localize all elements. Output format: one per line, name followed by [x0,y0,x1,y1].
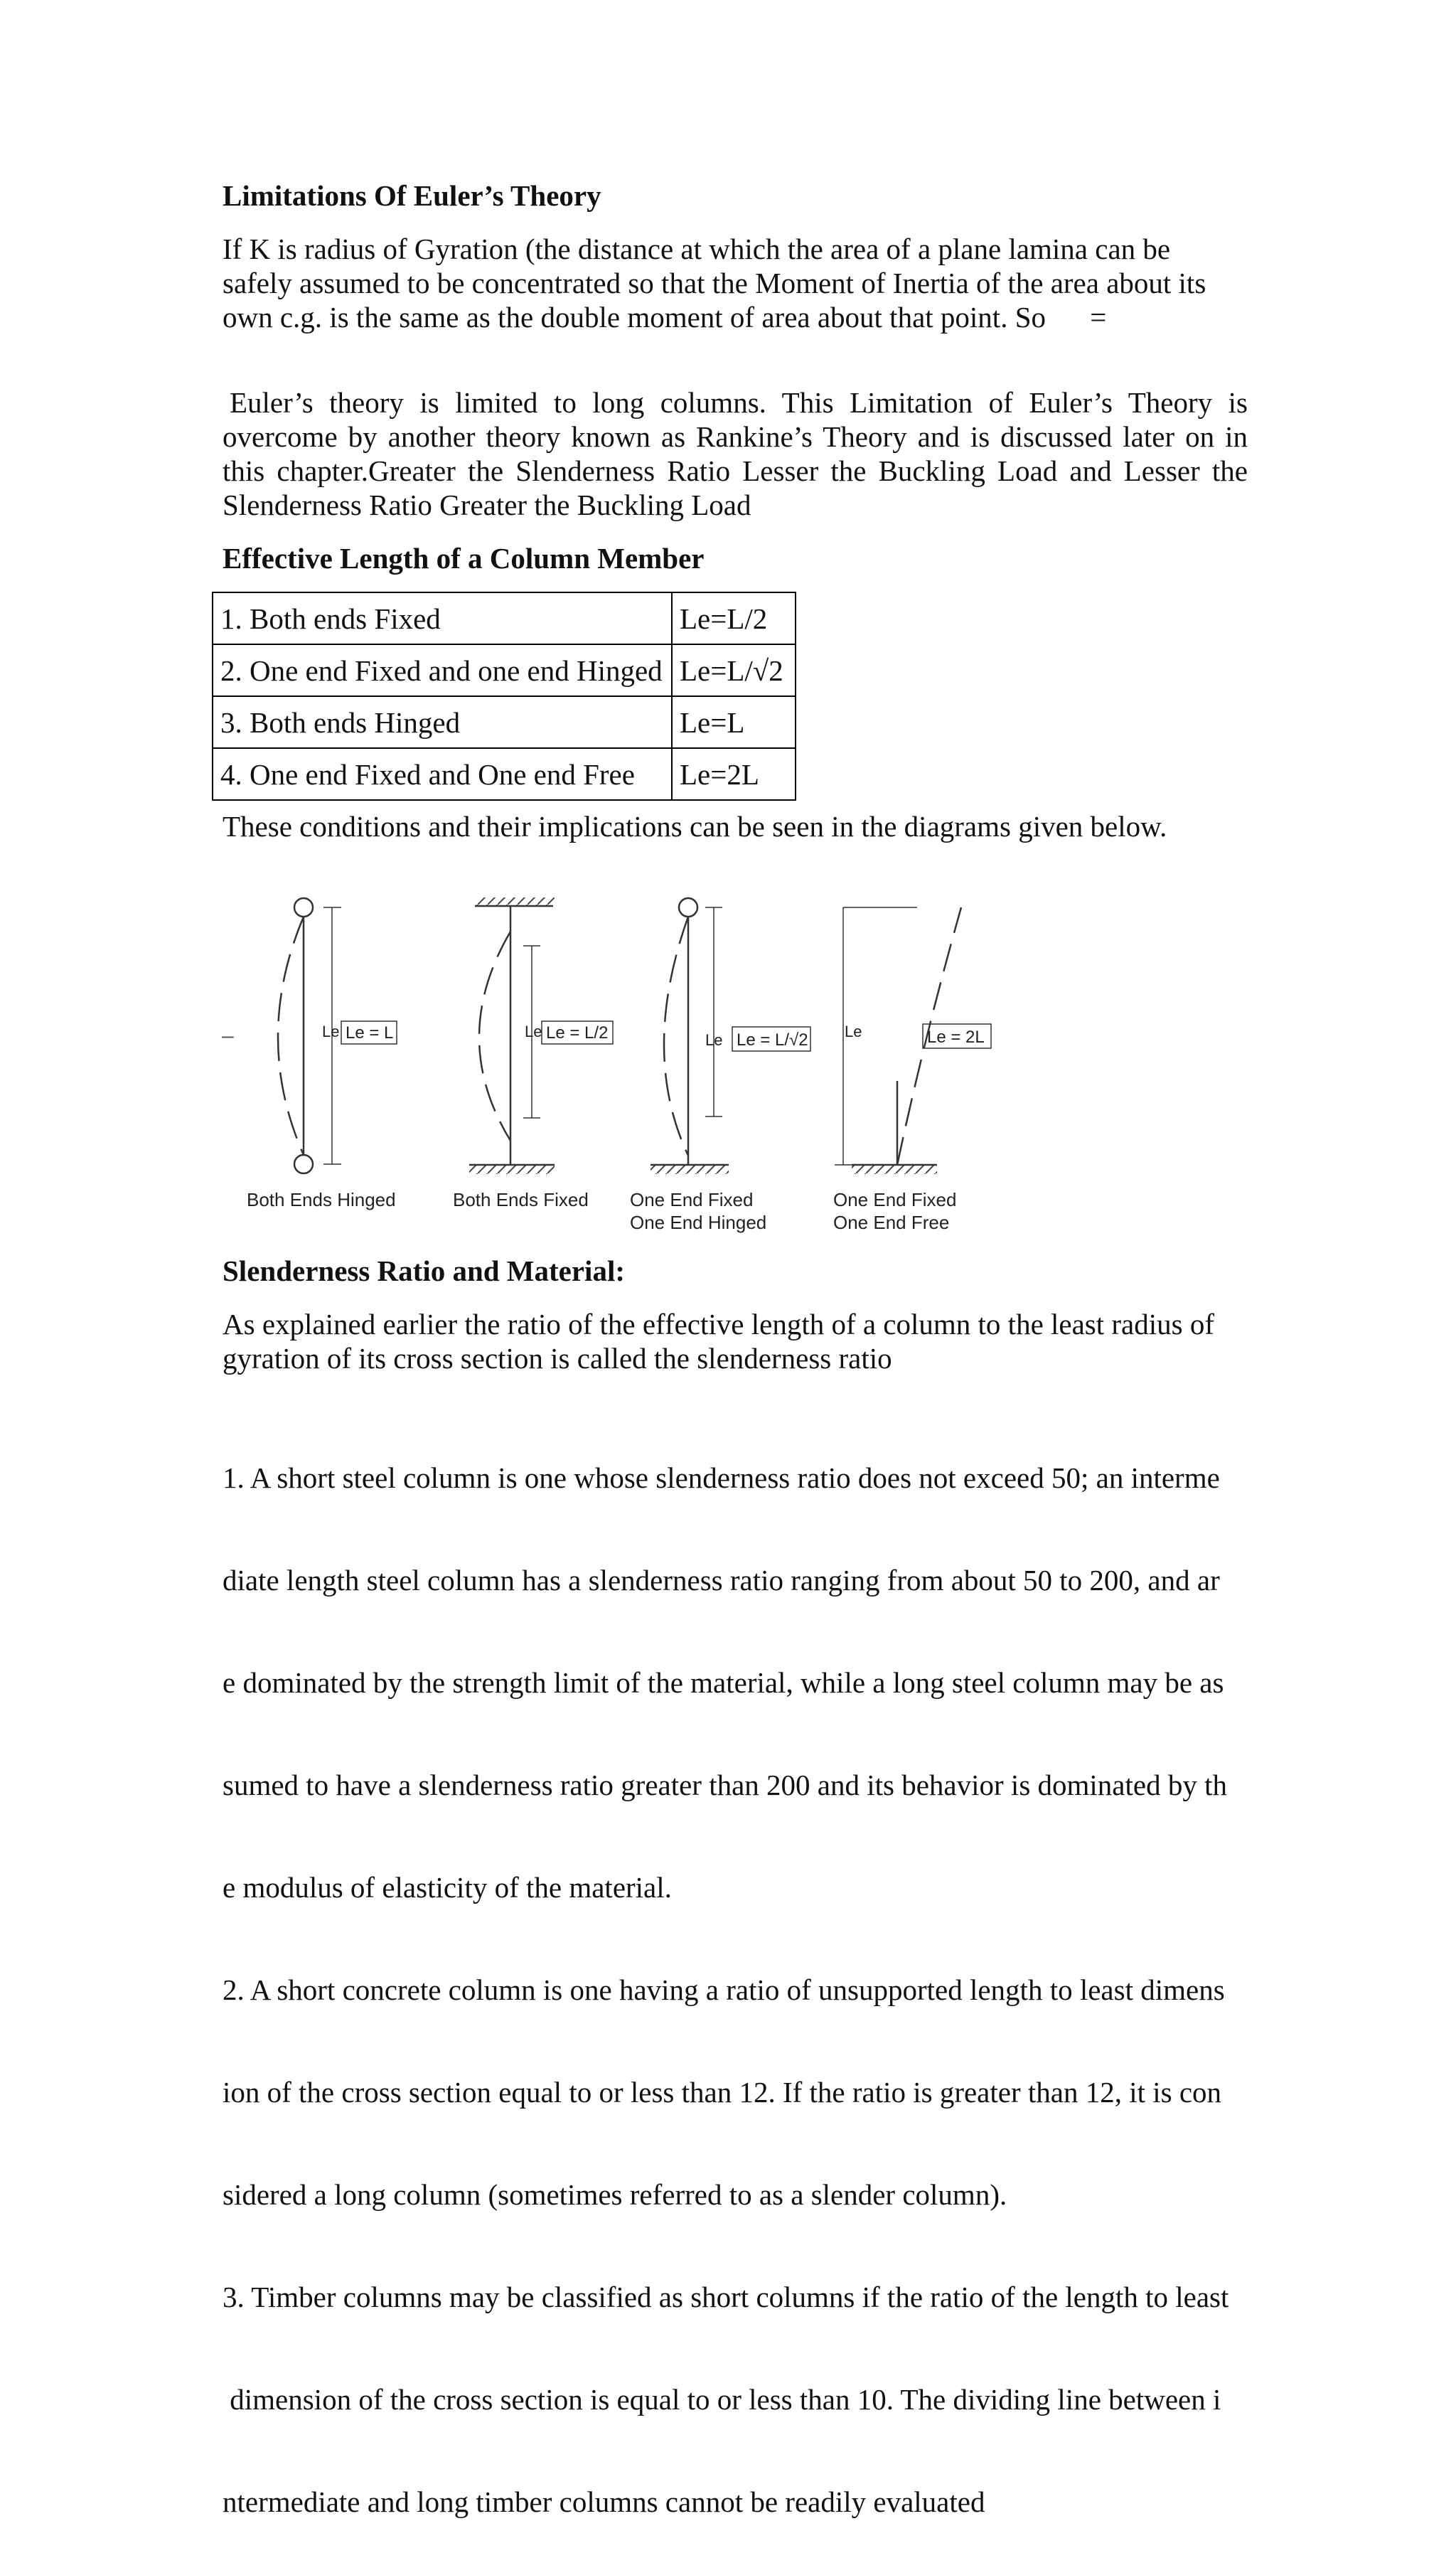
le-value-text: Le = L/√2 [737,1030,808,1050]
le-value-text: Le = 2L [927,1028,985,1047]
list-line: 1. A short steel column is one whose slenderness ratio does not exceed 50; an interme [223,1461,1220,1494]
le-label: Le [705,1031,723,1049]
list-line: diate length steel column has a slenderness ratio ranging from about 50 to 200, and ar [223,1564,1220,1597]
slenderness-intro [223,1307,1260,1375]
table-cell-value: Le=L/√2 [672,644,796,696]
figure-caption: One End Fixed [833,1189,957,1210]
table-caption: These conditions and their implications can be seen in the diagrams given below. [223,810,1167,843]
le-label: Le [525,1023,542,1040]
paragraph-line: gyration of its cross section is called the slenderness ratio [223,1342,892,1375]
le-label: Le [845,1023,862,1040]
section-title-slenderness: Slenderness Ratio and Material: [223,1254,625,1287]
le-value-text: Le = L [346,1023,394,1043]
material-classification-list [223,1392,1260,2553]
figure-caption: One End Fixed [630,1189,754,1210]
section-title-effective-length: Effective Length of a Column Member [223,542,705,575]
le-value-text: Le = L/2 [546,1023,609,1043]
list-line: dimension of the cross section is equal to or less than 10. The dividing line between i [223,2383,1221,2416]
figure-fixed-free [835,907,991,1174]
effective-length-diagram [0,875,1066,1252]
buckled-shape [479,932,510,1141]
figure-fixed-hinged [651,898,810,1174]
stray-dash: – [222,1024,234,1048]
table-row [213,748,796,800]
hinge-top-icon [679,898,697,917]
hinge-top-icon [294,898,313,917]
paragraph-line: If K is radius of Gyration (the distance at which the area of a plane lamina can be [223,233,1171,265]
effective-length-table [212,592,796,801]
figure-caption: One End Hinged [630,1212,767,1233]
fixed-support-bottom-icon [469,1166,555,1174]
paragraph-line [223,300,1260,334]
table-cell-value: Le=L/2 [672,592,796,644]
hinge-bottom-icon [294,1155,313,1173]
list-line: e modulus of elasticity of the material. [223,1871,672,1904]
table-cell-value: Le=2L [672,748,796,800]
list-line: ion of the cross section equal to or less than 12. If the ratio is greater than 12, it is con [223,2076,1222,2109]
paragraph-line: safely assumed to be concentrated so that the Moment of Inertia of the area about its [223,267,1206,299]
section-title-euler-limitations: Limitations Of Euler’s Theory [223,179,601,212]
fixed-support-top-icon [476,897,555,906]
table-cell-value: Le=L [672,696,796,748]
figure-both-fixed [469,897,613,1174]
radius-of-gyration-paragraph [223,232,1260,334]
table-cell-condition: 4. One end Fixed and One end Free [213,748,672,800]
list-line: 2. A short concrete column is one having a ratio of unsupported length to least dimens [223,1973,1225,2006]
figure-caption: One End Free [833,1212,950,1233]
le-label: Le [322,1023,340,1040]
table-row [213,696,796,748]
list-line: sidered a long column (sometimes referred to as a slender column). [223,2178,1007,2211]
paragraph-line-text: own c.g. is the same as the double moment of area about that point. So [223,301,1046,334]
figure-caption: Both Ends Fixed [453,1189,589,1210]
buckled-shape [278,917,304,1155]
list-line: ntermediate and long timber columns cannot be readily evaluated [223,2485,985,2518]
fixed-support-bottom-icon [852,1166,937,1174]
table-cell-condition: 1. Both ends Fixed [213,592,672,644]
euler-limitation-paragraph: Euler’s theory is limited to long columns. This Limitation of Euler’s Theory is overcome by another theory known as Rankine’s Theory and is discussed later on in this chapter.Greater the Slenderness Ratio Lesser the Buckling Load and Lesser the Slenderness Ratio Greater the Buckling Load [223,386,1248,521]
fixed-support-bottom-icon [651,1166,729,1174]
equals-sign: = [1090,301,1107,334]
buckled-shape [664,917,688,1156]
table-row [213,644,796,696]
table-cell-condition: 2. One end Fixed and one end Hinged [213,644,672,696]
list-line: e dominated by the strength limit of the material, while a long steel column may be as [223,1666,1224,1699]
figure-caption: Both Ends Hinged [247,1189,396,1210]
table-cell-condition: 3. Both ends Hinged [213,696,672,748]
list-line: sumed to have a slenderness ratio greater than 200 and its behavior is dominated by th [223,1769,1227,1801]
paragraph-line: As explained earlier the ratio of the effective length of a column to the least radius of [223,1308,1215,1341]
table-row [213,592,796,644]
figure-both-hinged [278,898,397,1173]
list-line: 3. Timber columns may be classified as short columns if the ratio of the length to least [223,2281,1229,2313]
